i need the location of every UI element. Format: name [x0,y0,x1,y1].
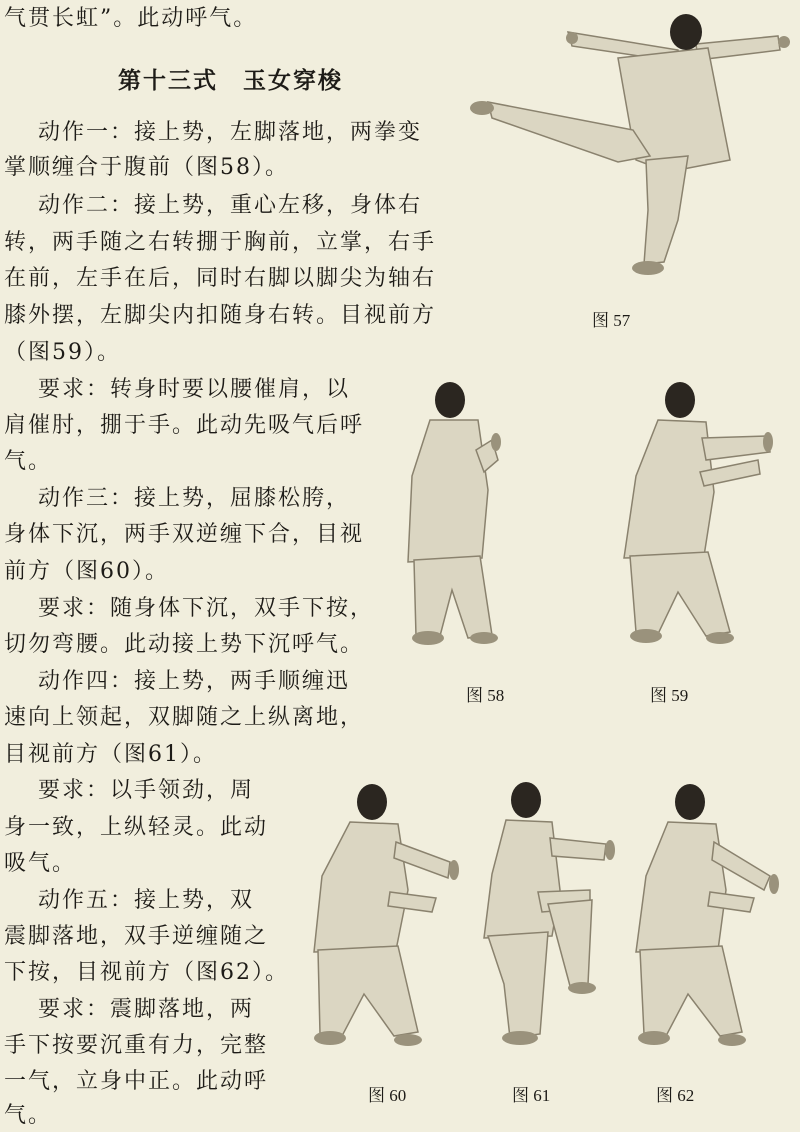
text-line: 掌顺缠合于腹前（图58）。 [4,155,289,180]
figure-61-caption: 图 61 [512,1086,551,1105]
text-line: 气。 [4,1103,53,1128]
figure-59-caption: 图 59 [650,686,689,705]
text-line: 动作三：接上势，屈膝松胯， [14,486,351,511]
text-line: 身一致，上纵轻灵。此动 [4,815,269,840]
text-line: 速向上领起，双脚随之上纵离地， [4,705,365,730]
figure-57-caption: 图 57 [592,311,631,330]
figure-60-caption: 图 60 [368,1086,407,1105]
text-line: 手下按要沉重有力，完整 [4,1033,269,1058]
text-line: 震脚落地，双手逆缠随之 [4,924,269,949]
figure-60-photo [300,780,470,1050]
figure-58-caption: 图 58 [466,686,505,705]
figure-58-photo [400,380,520,650]
text-line: 切勿弯腰。此动接上势下沉呼气。 [4,632,365,657]
text-line: 动作一：接上势，左脚落地，两拳变 [14,120,423,145]
text-line: 在前，左手在后，同时右脚以脚尖为轴右 [4,266,437,291]
text-line: 动作四：接上势，两手顺缠迅 [14,669,351,694]
text-line: （图59）。 [4,340,121,365]
figure-57-photo [468,10,798,280]
figure-61-photo [478,780,628,1050]
text-line: 下按，目视前方（图62）。 [4,960,289,985]
text-line: 转，两手随之右转掤于胸前，立掌，右手 [4,230,437,255]
figure-62-caption: 图 62 [656,1086,695,1105]
text-line: 前方（图60）。 [4,559,169,584]
text-line: 膝外摆，左脚尖内扣随身右转。目视前方 [4,303,437,328]
text-line: 动作五：接上势，双 [14,888,255,913]
text-line: 要求：以手领劲，周 [14,778,255,803]
text-line: 吸气。 [4,851,77,876]
text-line: 动作二：接上势，重心左移，身体右 [14,193,423,218]
section-heading: 第十三式 玉女穿梭 [118,68,343,94]
text-line: 要求：随身体下沉，双手下按， [14,596,375,621]
text-line: 要求：震脚落地，两 [14,997,255,1022]
text-line: 要求：转身时要以腰催肩，以 [14,377,351,402]
text-line: 气。 [4,449,53,474]
figure-59-photo [618,380,788,650]
text-line: 气贯长虹”。此动呼气。 [4,6,258,31]
text-line: 一气，立身中正。此动呼 [4,1069,269,1094]
text-line: 目视前方（图61）。 [4,742,217,767]
text-line: 肩催肘，掤于手。此动先吸气后呼 [4,413,365,438]
figure-62-photo [630,780,795,1050]
text-line: 身体下沉，两手双逆缠下合，目视 [4,522,365,547]
